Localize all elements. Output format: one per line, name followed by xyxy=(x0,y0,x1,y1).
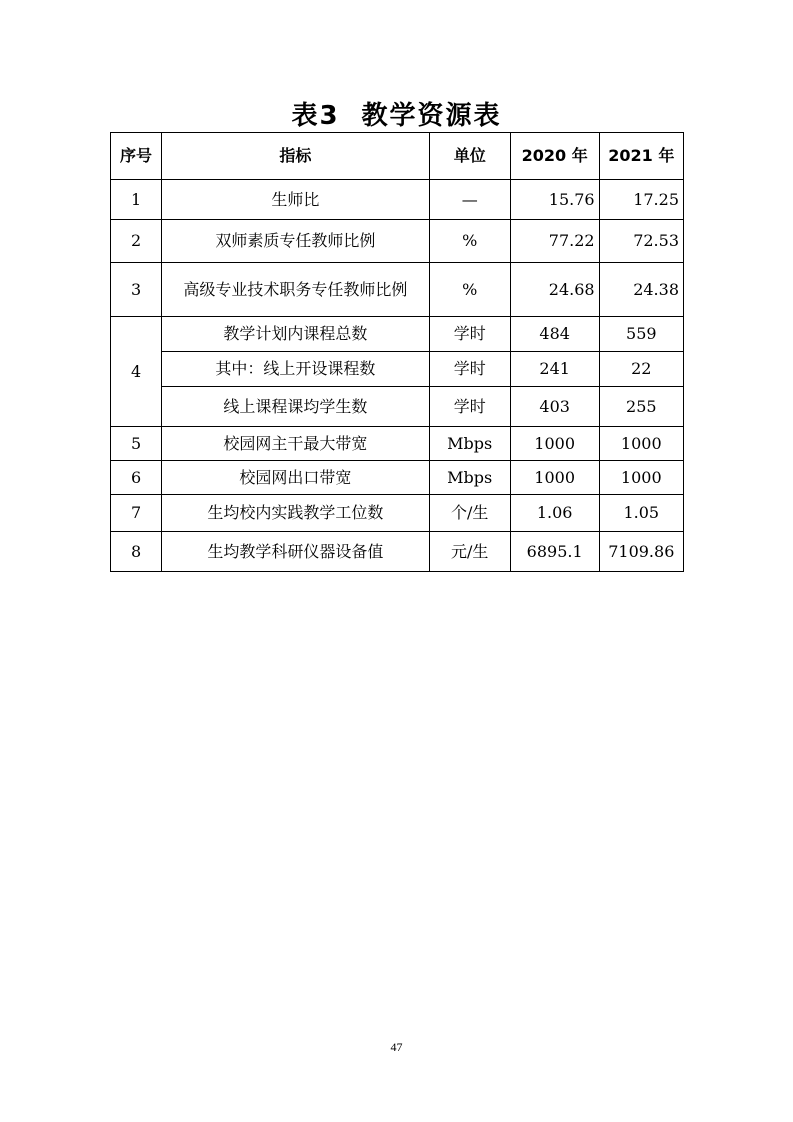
cell-unit: 学时 xyxy=(429,352,510,387)
table-row xyxy=(111,263,684,317)
cell-2021: 1.05 xyxy=(599,495,683,532)
header-2021: 2021 年 xyxy=(599,133,683,180)
table-row xyxy=(111,352,684,387)
table-row xyxy=(111,317,684,352)
cell-indicator: 其中：线上开设课程数 xyxy=(162,352,430,387)
cell-indicator: 双师素质专任教师比例 xyxy=(162,220,430,263)
cell-2020: 241 xyxy=(510,352,599,387)
table-header-row xyxy=(111,133,684,180)
cell-indicator: 校园网出口带宽 xyxy=(162,461,430,495)
cell-2020: 484 xyxy=(510,317,599,352)
header-seq: 序号 xyxy=(111,133,162,180)
cell-unit: 个/生 xyxy=(429,495,510,532)
page-title xyxy=(0,95,793,132)
table-row xyxy=(111,427,684,461)
table-row xyxy=(111,532,684,572)
cell-2020: 403 xyxy=(510,387,599,427)
cell-2020: 1000 xyxy=(510,461,599,495)
cell-unit: 元/生 xyxy=(429,532,510,572)
cell-seq: 2 xyxy=(111,220,162,263)
cell-2021: 24.38 xyxy=(599,263,683,317)
header-indicator: 指标 xyxy=(162,133,430,180)
cell-indicator: 校园网主干最大带宽 xyxy=(162,427,430,461)
table-title-text: 教学资源表 xyxy=(361,101,502,131)
cell-indicator: 高级专业技术职务专任教师比例 xyxy=(162,263,430,317)
teaching-resources-table xyxy=(110,132,684,572)
cell-indicator: 生均教学科研仪器设备值 xyxy=(162,532,430,572)
cell-2020: 1000 xyxy=(510,427,599,461)
cell-seq: 7 xyxy=(111,495,162,532)
cell-seq: 5 xyxy=(111,427,162,461)
cell-seq: 3 xyxy=(111,263,162,317)
table-row xyxy=(111,220,684,263)
cell-indicator: 线上课程课均学生数 xyxy=(162,387,430,427)
cell-unit: 学时 xyxy=(429,387,510,427)
cell-seq: 8 xyxy=(111,532,162,572)
cell-2020: 77.22 xyxy=(510,220,599,263)
table-row xyxy=(111,495,684,532)
cell-seq: 1 xyxy=(111,180,162,220)
cell-unit: % xyxy=(429,220,510,263)
table-row xyxy=(111,461,684,495)
cell-unit: — xyxy=(429,180,510,220)
header-unit: 单位 xyxy=(429,133,510,180)
cell-2020: 15.76 xyxy=(510,180,599,220)
cell-seq: 6 xyxy=(111,461,162,495)
cell-unit: % xyxy=(429,263,510,317)
cell-seq: 4 xyxy=(111,317,162,427)
cell-indicator: 生师比 xyxy=(162,180,430,220)
cell-2021: 22 xyxy=(599,352,683,387)
cell-unit: 学时 xyxy=(429,317,510,352)
cell-indicator: 生均校内实践教学工位数 xyxy=(162,495,430,532)
cell-2021: 7109.86 xyxy=(599,532,683,572)
cell-2020: 24.68 xyxy=(510,263,599,317)
cell-2021: 1000 xyxy=(599,461,683,495)
cell-2020: 6895.1 xyxy=(510,532,599,572)
header-2020: 2020 年 xyxy=(510,133,599,180)
table-row xyxy=(111,387,684,427)
cell-2021: 559 xyxy=(599,317,683,352)
page-number: 47 xyxy=(390,1040,403,1054)
cell-2020: 1.06 xyxy=(510,495,599,532)
cell-2021: 72.53 xyxy=(599,220,683,263)
cell-2021: 255 xyxy=(599,387,683,427)
table-number: 表3 xyxy=(291,101,340,131)
cell-unit: Mbps xyxy=(429,427,510,461)
cell-2021: 1000 xyxy=(599,427,683,461)
cell-2021: 17.25 xyxy=(599,180,683,220)
table-row xyxy=(111,180,684,220)
cell-unit: Mbps xyxy=(429,461,510,495)
cell-indicator: 教学计划内课程总数 xyxy=(162,317,430,352)
